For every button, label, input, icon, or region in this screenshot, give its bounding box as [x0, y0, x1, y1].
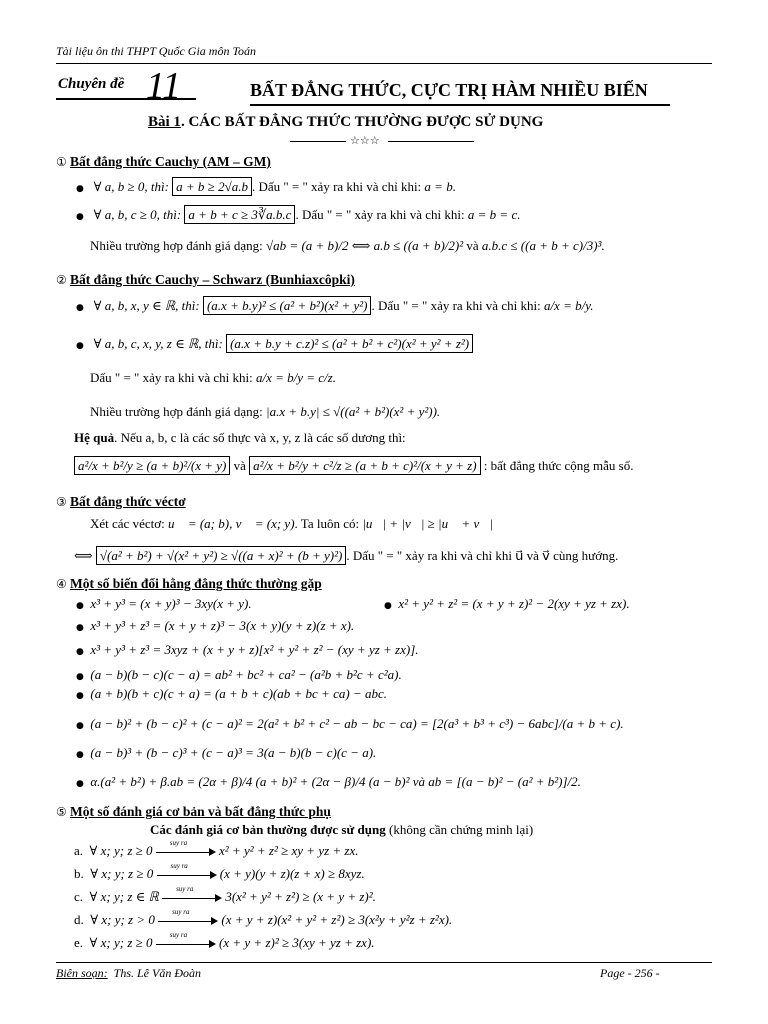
chapter-title-underline — [250, 104, 670, 106]
section-3-title: Bất đẳng thức véctơ — [70, 494, 186, 509]
implies-arrow-icon: suy ra — [157, 869, 217, 881]
s2-bullet-1: ● ∀ a, b, x, y ∈ ℝ, thì: (a.x + b.y)² ≤ (a² + b²)(x² + y²) . Dấu " = " xảy ra khi và chỉ khi: a/x = b/y. — [76, 298, 594, 313]
section-4-title: Một số biến đổi hằng đẳng thức thường gặp — [70, 576, 322, 591]
s5-item-d: d. ∀ x; y; z > 0 suy ra (x + y + z)(x² + y² + z²) ≥ 3(x²y + y²z + z²x). — [74, 908, 453, 927]
s4-item-8: ● (a − b)³ + (b − c)³ + (c − a)³ = 3(a − b)(b − c)(c − a). — [76, 745, 377, 760]
s1-bullet-2: ● ∀ a, b, c ≥ 0, thì: a + b + c ≥ 3∛a.b.c . Dấu " = " xảy ra khi và chỉ khi: a = b = c. — [76, 207, 521, 222]
s4-item-4: ● x³ + y³ + z³ = 3xyz + (x + y + z)[x² + y² + z² − (xy + yz + zx)]. — [76, 642, 419, 657]
s1-line-3: Nhiều trường hợp đánh giá dạng: √ab = (a + b)/2 ⟺ a.b ≤ ((a + b)/2)² và a.b.c ≤ ((a + b + c)/3)³. — [90, 238, 605, 253]
s4-item-1: ● x³ + y³ = (x + y)³ − 3xy(x + y). — [76, 596, 252, 611]
s4-item-6: ● (a + b)(b + c)(c + a) = (a + b + c)(ab + bc + ca) − abc. — [76, 686, 387, 701]
s5-item-c: c. ∀ x; y; z ∈ ℝ suy ra 3(x² + y² + z²) ≥ (x + y + z)². — [74, 885, 376, 904]
s4-item-9: ● α.(a² + b²) + β.ab = (2α + β)/4 (a + b)² + (2α − β)/4 (a − b)² và ab = [(a − b)² − (a² + b²)]/2. — [76, 774, 581, 789]
lesson-stars: ☆☆☆ — [350, 135, 380, 147]
section-3-marker: ③ — [56, 495, 67, 509]
implies-arrow-icon: suy ra — [158, 915, 218, 927]
footer-rule — [56, 962, 712, 963]
section-5-title: Một số đánh giá cơ bản và bất đẳng thức phụ — [70, 804, 331, 819]
s4-item-5: ● (a − b)(b − c)(c − a) = ab² + bc² + ca² − (a²b + b²c + c²a). — [76, 667, 402, 682]
s5-item-b: b. ∀ x; y; z ≥ 0 suy ra (x + y)(y + z)(z + x) ≥ 8xyz. — [74, 862, 365, 881]
lesson-rule-left — [290, 141, 346, 142]
s2-equality: Dấu " = " xảy ra khi và chỉ khi: a/x = b/y = c/z. — [90, 370, 336, 385]
s3-line-2: ⟺ √(a² + b²) + √(x² + y²) ≥ √((a + x)² + (b + y)²) . Dấu " = " xảy ra khi và chỉ khi u⃗ và v⃗ cùng hướng. — [74, 548, 619, 563]
section-2-marker: ② — [56, 273, 67, 287]
s4-item-7: ● (a − b)² + (b − c)² + (c − a)² = 2(a² + b² + c² − ab − bc − ca) = [2(a³ + b³ + c³) − 6abc]/(a + b + c). — [76, 716, 624, 731]
section-5-marker: ⑤ — [56, 805, 67, 819]
chapter-number: 11 — [146, 65, 182, 107]
s1-formula-2: a + b + c ≥ 3∛a.b.c — [184, 205, 295, 224]
s2-bullet-2: ● ∀ a, b, c, x, y, z ∈ ℝ, thì: (a.x + b.y + c.z)² ≤ (a² + b² + c²)(x² + y² + z²) — [76, 336, 473, 352]
footer-author: Biên soạn: Ths. Lê Văn Đoàn — [56, 966, 201, 980]
lesson-title: CÁC BẤT ĐẲNG THỨC THƯỜNG ĐƯỢC SỬ DỤNG — [188, 114, 544, 130]
section-1-marker: ① — [56, 155, 67, 169]
section-2-title: Bất đẳng thức Cauchy – Schwarz (Bunhiaxcôpki) — [70, 272, 355, 287]
implies-arrow-icon: suy ra — [156, 938, 216, 950]
s3-line-1: Xét các véctơ: u⃗ = (a; b), v⃗ = (x; y). Ta luôn có: |u⃗| + |v⃗| ≥ |u⃗ + v⃗| — [90, 516, 493, 531]
footer-page: Page - 256 - — [600, 966, 660, 980]
s1-formula-1: a + b ≥ 2√a.b — [172, 177, 252, 196]
implies-arrow-icon: suy ra — [162, 892, 222, 904]
header-title: Tài liệu ôn thi THPT Quốc Gia môn Toán — [56, 44, 257, 58]
section-4-marker: ④ — [56, 577, 67, 591]
section-1-title: Bất đẳng thức Cauchy (AM – GM) — [70, 154, 271, 169]
s2-corollary-formulas: a²/x + b²/y ≥ (a + b)²/(x + y) và a²/x + b²/y + c²/z ≥ (a + b + c)²/(x + y + z) : bất đẳng thức cộng mẫu số. — [74, 458, 633, 474]
implies-arrow-icon: suy ra — [156, 846, 216, 858]
s4-item-3: ● x³ + y³ + z³ = (x + y + z)³ − 3(x + y)(y + z)(z + x). — [76, 618, 355, 633]
s5-item-a: a. ∀ x; y; z ≥ 0 suy ra x² + y² + z² ≥ xy + yz + zx. — [74, 839, 359, 858]
chapter-title: BẤT ĐẲNG THỨC, CỰC TRỊ HÀM NHIỀU BIẾN — [250, 80, 648, 100]
s2-line-3: Nhiều trường hợp đánh giá dạng: |a.x + b.y| ≤ √((a² + b²)(x² + y²)). — [90, 404, 441, 419]
chapter-label: Chuyên đề — [58, 76, 125, 92]
chapter-underline — [56, 98, 196, 100]
s4-item-2: ● x² + y² + z² = (x + y + z)² − 2(xy + yz + zx). — [384, 596, 630, 611]
s2-corollary: Hệ quả. Nếu a, b, c là các số thực và x, y, z là các số dương thì: — [74, 430, 406, 445]
s5-subtitle: Các đánh giá cơ bản thường được sử dụng (không cần chứng minh lại) — [150, 822, 534, 837]
lesson-label: Bài 1 — [148, 114, 181, 130]
lesson-rule-right — [388, 141, 474, 142]
s1-bullet-1: ● ∀ a, b ≥ 0, thì: a + b ≥ 2√a.b . Dấu " = " xảy ra khi và chỉ khi: a = b. — [76, 179, 456, 194]
s5-item-e: e. ∀ x; y; z ≥ 0 suy ra (x + y + z)² ≥ 3(xy + yz + zx). — [74, 931, 375, 950]
